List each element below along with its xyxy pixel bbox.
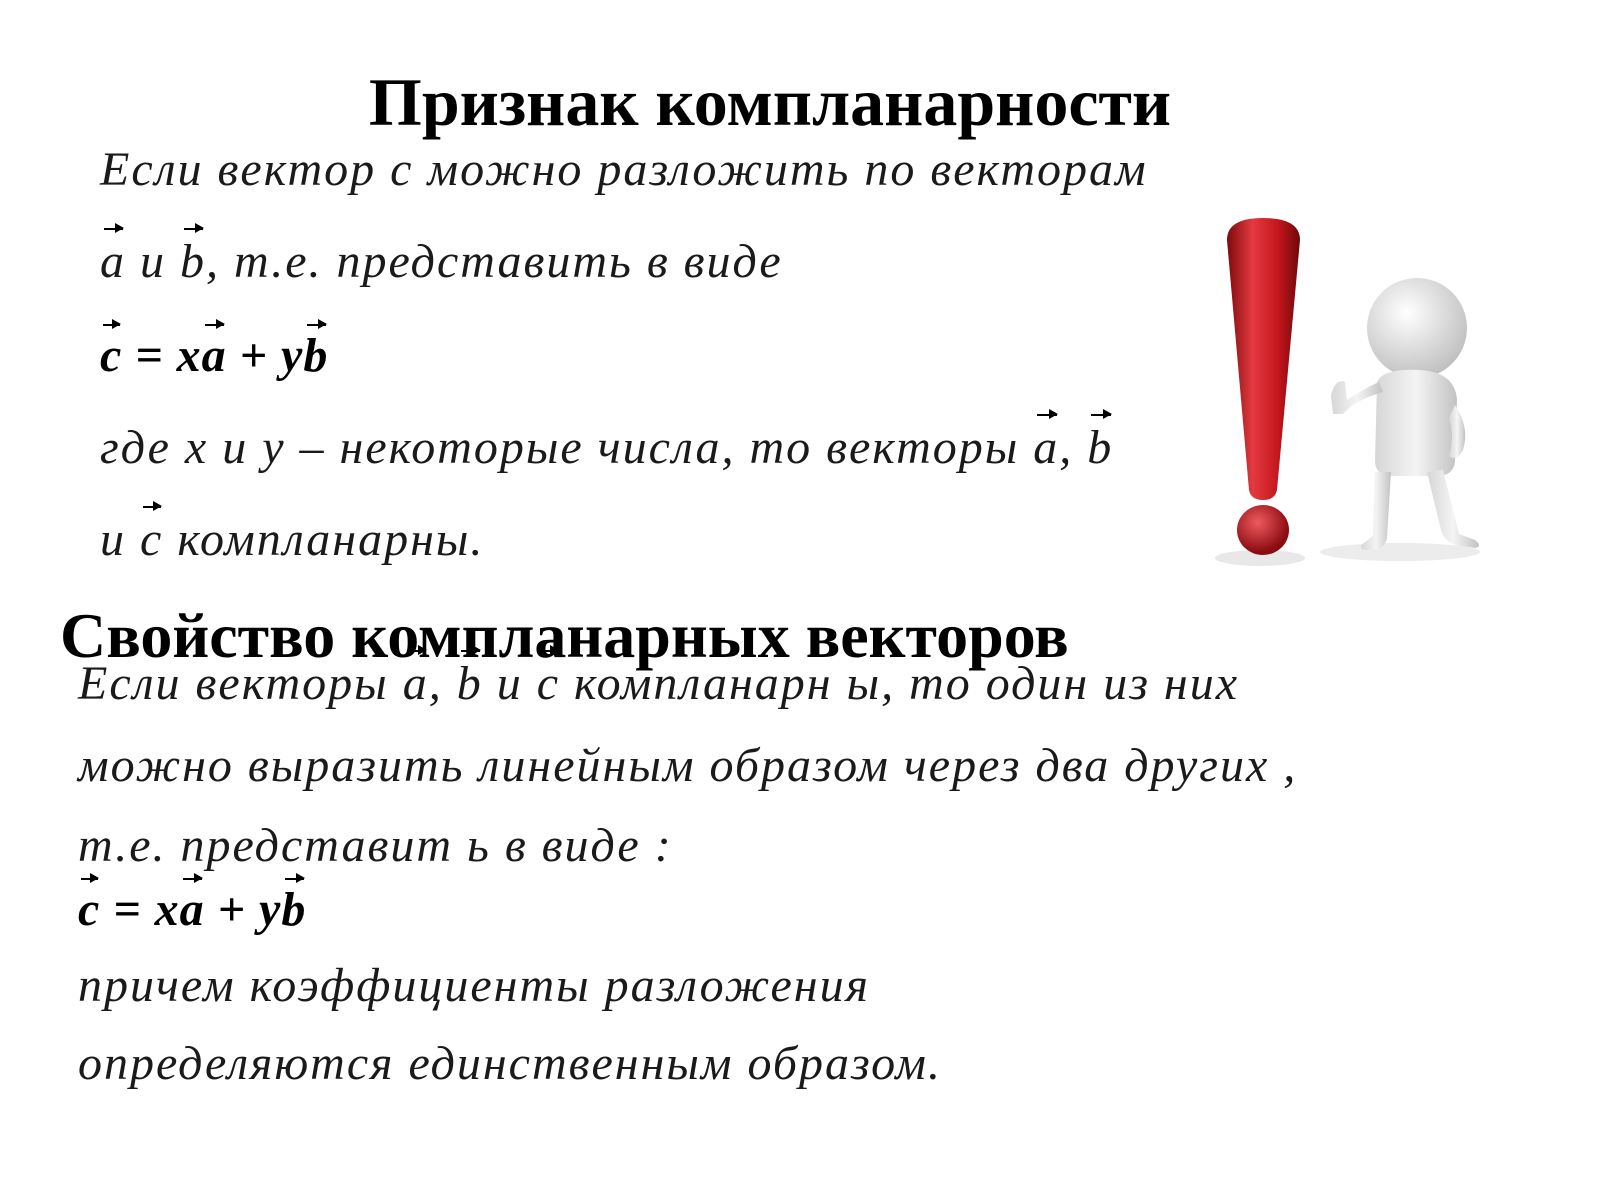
prop-line-2: можно выразить линейным образом через два других , [78,739,1298,792]
vector-c: c [100,329,123,382]
figure-leg [1427,470,1479,548]
shadow [1320,543,1480,561]
prop-line-6: определяются единственным образом. [78,1037,942,1090]
prop-formula [78,882,306,938]
vector-b: b [303,329,329,382]
formula-plus: + y [204,883,282,936]
vector-c: c [78,883,101,936]
page-title: Признак компланарности [368,64,1172,140]
vector-a: a [1033,421,1060,474]
text: и [100,513,140,566]
vector-a: a [179,883,205,936]
text: и [126,235,180,288]
figure-torso [1375,370,1457,476]
figure-leg [1361,472,1391,550]
exclamation-bar [1227,218,1300,500]
sign-formula [100,328,328,384]
vector-b: b [1087,421,1114,474]
text: где x и y – некоторые числа, то векторы [100,421,1034,474]
text: компланарн ы, то один из них [560,657,1240,710]
exclamation-figure-icon [1205,200,1505,590]
vector-a: a [402,657,429,710]
vector-b: b [180,235,206,288]
vector-b: b [456,657,483,710]
formula-plus: + y [226,329,304,382]
text: компланарны. [163,513,485,566]
formula-eq: = x [100,883,180,936]
exclamation-dot [1237,505,1289,555]
vector-c: c [536,657,560,710]
vector-c: c [140,513,164,566]
prop-line-3: т.е. представит ь в виде : [78,819,673,872]
text: , т.е. представить в виде [206,235,783,288]
vector-b: b [281,883,307,936]
figure-head [1367,278,1467,378]
sign-line-2 [100,234,783,290]
vector-a: a [100,235,126,288]
section-title: Свойство компланарных векторов [60,600,1069,671]
text: , [1059,421,1088,474]
formula-eq: = x [122,329,202,382]
sign-line-4 [100,420,1113,476]
prop-line-5: причем коэффициенты разложения [78,959,870,1012]
text: Если векторы [78,657,403,710]
sign-line-5 [100,512,484,568]
text: , [428,657,457,710]
prop-line-1 [78,656,1239,712]
vector-a: a [201,329,227,382]
figure-arm-thumb [1331,381,1383,414]
sign-line-1: Если вектор с можно разложить по векторам [100,143,1148,196]
text: и [482,657,537,710]
